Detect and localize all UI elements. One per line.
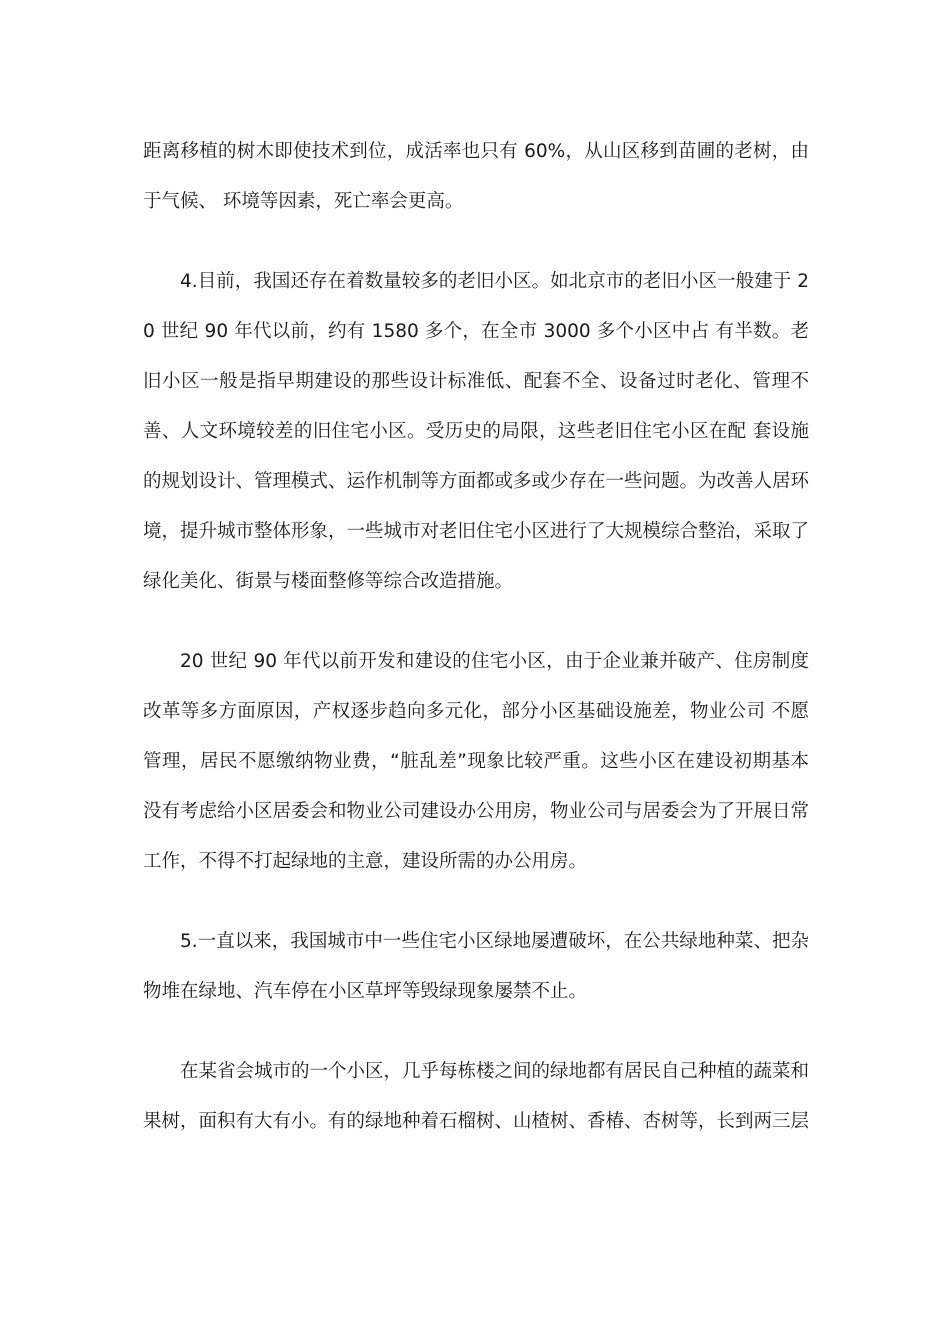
document-body — [143, 127, 809, 1147]
paragraph-provincial-city-example: 在某省会城市的一个小区，几乎每栋楼之间的绿地都有居民自己种植的蔬菜和果树，面积有大有小。有的绿地种着石榴树、山楂树、香椿、杏树等，长到两三层 — [143, 1061, 810, 1132]
paragraph-gap — [143, 887, 809, 917]
paragraph-property-rights: 20 世纪 90 年代以前开发和建设的住宅小区，由于企业兼并破产、住房制度改革等多方面原因，产权逐步趋向多元化，部分小区基础设施差，物业公司 不愿管理，居民不愿缴纳物业费，“脏乱差”现象比较严重。这些小区在建设初期基本没有考虑给小区居委会和物业公司建设办公用房，物业公司与居委会为了开展日常工作，不得不打起绿地的主意，建设所需的办公用房。 — [143, 651, 810, 872]
paragraph-transplant-survival: 距离移植的树木即使技术到位，成活率也只有 60%，从山区移到苗圃的老树，由于气候、 环境等因素，死亡率会更高。 — [143, 141, 809, 212]
paragraph-gap — [143, 227, 809, 257]
paragraph-green-damage: 5.一直以来，我国城市中一些住宅小区绿地屡遭破坏，在公共绿地种菜、把杂物堆在绿地、汽车停在小区草坪等毁绿现象屡禁不止。 — [143, 931, 809, 1002]
paragraph-old-communities: 4.目前，我国还存在着数量较多的老旧小区。如北京市的老旧小区一般建于 20 世纪 90 年代以前，约有 1580 多个，在全市 3000 多个小区中占 有半数。老旧小区一般是指早期建设的那些设计标准低、配套不全、设备过时老化、管理不善、人文环境较差的旧住宅小区。受历史的局限，这些老旧住宅小区在配 套设施的规划设计、管理模式、运作机制等方面都或多或少存在一些问题。为改善人居环境，提升城市整体形象，一些城市对老旧住宅小区进行了大规模综合整治，采取了绿化美化、街景与楼面整修等综合改造措施。 — [143, 271, 810, 592]
paragraph-gap — [143, 607, 809, 637]
paragraph-gap — [143, 1017, 809, 1047]
